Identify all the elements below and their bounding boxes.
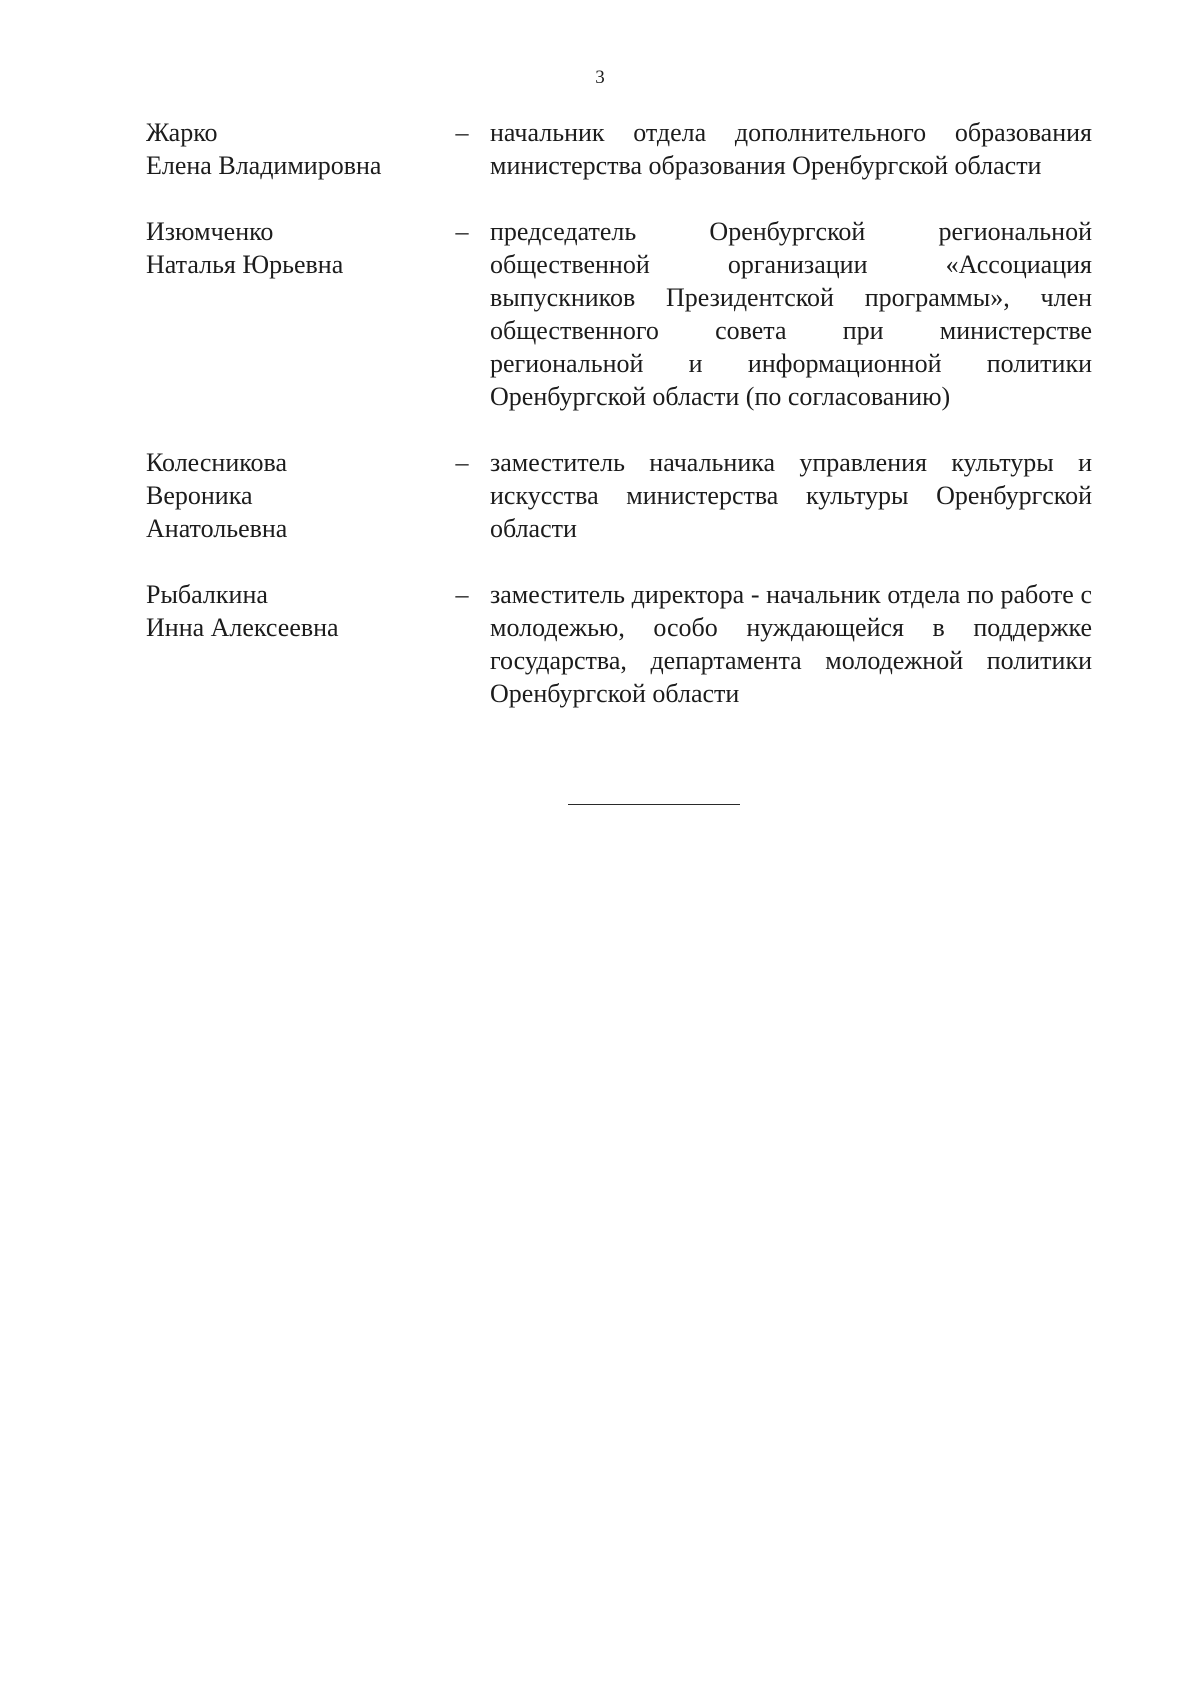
member-given-names: Наталья Юрьевна <box>146 250 344 279</box>
dash-separator: – <box>455 217 469 246</box>
member-position: председатель Оренбургской региональной общественной организации «Ассоциация выпускников Президентской программы», член общественного совета при министерстве региональной и информационной политики Оренбургской области (по согласованию) <box>490 217 1092 411</box>
member-name <box>146 446 436 545</box>
dash-separator: – <box>455 118 469 147</box>
member-position: заместитель директора - начальник отдела по работе с молодежью, особо нуждающейся в поддержке государства, департамента молодежной политики Оренбургской области <box>490 580 1092 708</box>
page-number: 3 <box>595 67 605 88</box>
member-position: заместитель начальника управления культуры и искусства министерства культуры Оренбургской области <box>490 448 1092 543</box>
member-surname: Изюмченко <box>146 217 274 246</box>
member-given-names: Елена Владимировна <box>146 151 382 180</box>
member-entry <box>146 215 1092 413</box>
member-surname: Жарко <box>146 118 218 147</box>
dash-separator: – <box>455 580 469 609</box>
member-name <box>146 215 436 281</box>
member-name <box>146 116 436 182</box>
member-entry <box>146 446 1092 545</box>
member-given-names: Инна Алексеевна <box>146 613 339 642</box>
member-surname: Колесникова <box>146 448 288 477</box>
member-entry <box>146 578 1092 710</box>
member-list <box>146 116 1092 710</box>
member-position: начальник отдела дополнительного образования министерства образования Оренбургской области <box>490 118 1092 180</box>
closing-divider <box>568 804 740 805</box>
member-surname: Рыбалкина <box>146 580 268 609</box>
member-name <box>146 578 436 644</box>
member-patronymic: Анатольевна <box>146 514 288 543</box>
dash-separator: – <box>455 448 469 477</box>
member-entry <box>146 116 1092 182</box>
member-given-name: Вероника <box>146 481 253 510</box>
